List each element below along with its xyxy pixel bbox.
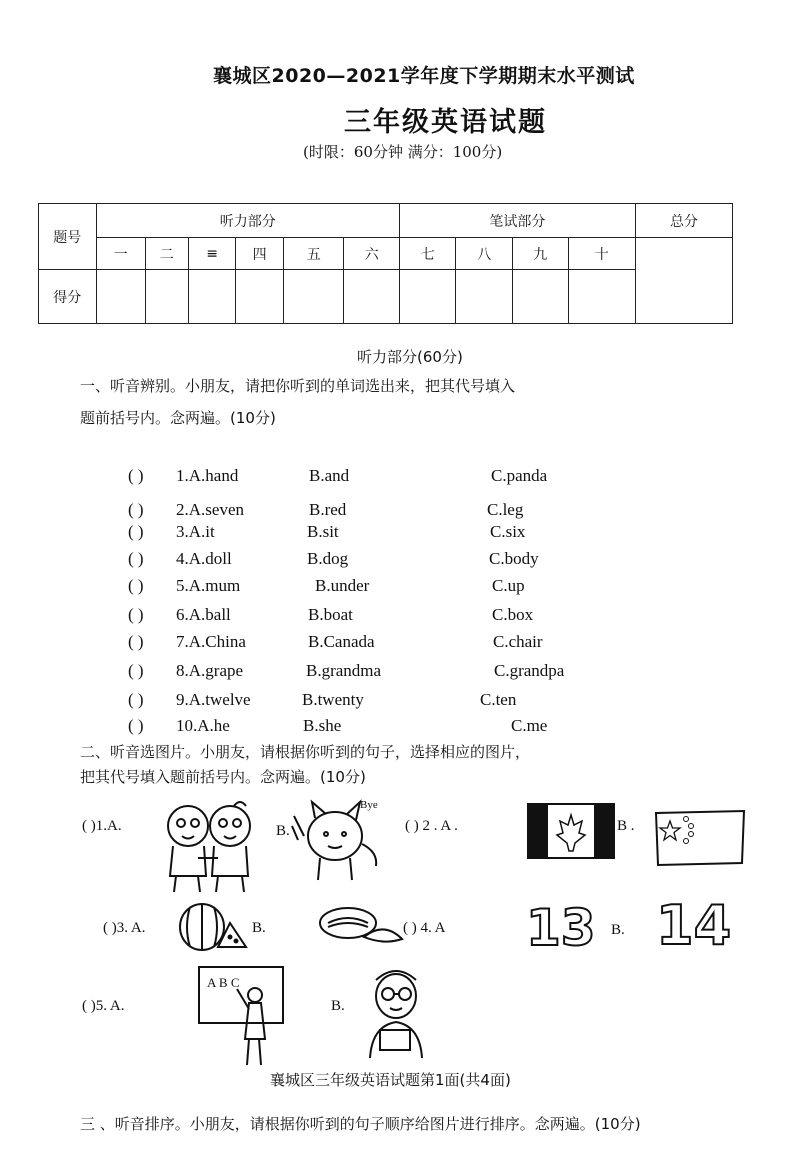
watermelon-icon	[178, 901, 250, 953]
q5-label: ( )5. A.	[82, 998, 125, 1014]
section2-instruction-line2: 把其代号填入题前括号内。念两遍。(10分)	[80, 768, 366, 786]
option-c: C.panda	[491, 466, 548, 485]
option-a: 4.A.doll	[176, 549, 232, 568]
svg-text:13: 13	[526, 899, 596, 957]
number-14-icon	[654, 890, 732, 957]
page-footer: 襄城区三年级英语试题第1面(共4面)	[270, 1071, 511, 1089]
answer-bracket[interactable]: ( )	[128, 690, 144, 709]
waving-cat-icon	[290, 796, 402, 886]
option-a: 1.A.hand	[176, 466, 239, 485]
q1-label: ( )1.A.	[82, 818, 122, 834]
score-cell[interactable]	[456, 270, 513, 324]
section2-instruction-line1: 二、听音选图片。小朋友，请根据你听到的句子，选择相应的图片，	[80, 743, 531, 761]
answer-bracket[interactable]: ( )	[128, 576, 144, 595]
melon-icon	[318, 905, 404, 947]
row-label-title: 题号	[39, 204, 97, 270]
answer-bracket[interactable]: ( )	[128, 605, 144, 624]
answer-bracket[interactable]: ( )	[128, 466, 144, 485]
option-b: B.under	[315, 576, 370, 595]
board-text: A B C	[207, 975, 240, 990]
option-b: B.Canada	[308, 632, 375, 651]
option-a: 3.A.it	[176, 522, 215, 541]
q2-b-label: B .	[617, 818, 635, 834]
score-cell[interactable]	[512, 270, 568, 324]
china-flag-icon	[654, 809, 746, 867]
option-c: C.box	[492, 605, 534, 624]
section1-instruction-line1: 一、听音辨别。小朋友，请把你听到的单词选出来，把其代号填入	[80, 377, 516, 395]
col-number: ≡	[188, 238, 236, 270]
option-a: 5.A.mum	[176, 576, 241, 595]
bye-text: Bye	[360, 799, 378, 811]
time-info: (时限：60分钟 满分：100分)	[303, 143, 503, 161]
writing-header: 笔试部分	[399, 204, 635, 238]
q4-b-label: B.	[611, 922, 625, 938]
answer-bracket[interactable]: ( )	[128, 661, 144, 680]
option-b: B.red	[309, 500, 347, 519]
option-a: 2.A.seven	[176, 500, 244, 519]
option-a: 7.A.China	[176, 632, 246, 651]
score-cell[interactable]	[236, 270, 284, 324]
number-13-icon	[524, 895, 596, 957]
col-number: 八	[456, 238, 513, 270]
option-c: C.up	[492, 576, 525, 595]
q3-label: ( )3. A.	[103, 920, 146, 936]
q5-b-label: B.	[331, 998, 345, 1014]
option-c: C.chair	[493, 632, 543, 651]
col-number: 一	[96, 238, 146, 270]
q4-label: ( ) 4. A	[403, 920, 446, 936]
score-cell[interactable]	[399, 270, 456, 324]
option-c: C.me	[511, 716, 548, 735]
option-a: 8.A.grape	[176, 661, 244, 680]
score-cell[interactable]	[96, 270, 146, 324]
option-b: B.she	[303, 716, 342, 735]
col-number: 七	[399, 238, 456, 270]
option-a: 10.A.he	[176, 716, 230, 735]
col-number: 十	[568, 238, 635, 270]
score-cell[interactable]	[568, 270, 635, 324]
option-c: C.six	[490, 522, 526, 541]
teacher-blackboard-icon	[197, 963, 287, 1069]
man-with-glasses-icon	[352, 960, 440, 1060]
option-c: C.ten	[480, 690, 517, 709]
q2-label: ( ) 2 . A .	[405, 818, 458, 834]
option-b: B.sit	[307, 522, 339, 541]
option-b: B.boat	[308, 605, 353, 624]
listening-header: 听力部分	[96, 204, 399, 238]
q1-b-label: B.	[276, 823, 290, 839]
col-number: 九	[512, 238, 568, 270]
score-cell[interactable]	[344, 270, 400, 324]
row-label-score: 得分	[39, 270, 97, 324]
total-score-cell[interactable]	[635, 238, 732, 324]
option-a: 9.A.twelve	[176, 690, 251, 709]
option-b: B.twenty	[302, 690, 364, 709]
score-cell[interactable]	[146, 270, 189, 324]
answer-bracket[interactable]: ( )	[128, 549, 144, 568]
answer-bracket[interactable]: ( )	[128, 522, 144, 541]
option-b: B.and	[309, 466, 350, 485]
score-table	[38, 203, 733, 324]
answer-bracket[interactable]: ( )	[128, 716, 144, 735]
q3-b-label: B.	[252, 920, 266, 936]
score-cell[interactable]	[188, 270, 236, 324]
listening-heading: 听力部分(60分)	[357, 348, 463, 366]
answer-bracket[interactable]: ( )	[128, 500, 144, 519]
svg-text:14: 14	[656, 894, 732, 957]
option-c: C.body	[489, 549, 539, 568]
section3-instruction: 三 、听音排序。小朋友，请根据你听到的句子顺序给图片进行排序。念两遍。(10分)	[80, 1115, 641, 1133]
option-b: B.grandma	[306, 661, 382, 680]
total-header: 总分	[635, 204, 732, 238]
option-a: 6.A.ball	[176, 605, 231, 624]
canada-flag-icon	[527, 803, 617, 861]
col-number: 四	[236, 238, 284, 270]
score-cell[interactable]	[283, 270, 343, 324]
option-c: C.grandpa	[494, 661, 565, 680]
exam-title: 襄城区2020—2021学年度下学期期末水平测试	[213, 65, 635, 87]
exam-subtitle: 三年级英语试题	[344, 107, 547, 138]
section1-instruction-line2: 题前括号内。念两遍。(10分)	[80, 409, 276, 427]
answer-bracket[interactable]: ( )	[128, 632, 144, 651]
twins-icon	[158, 796, 258, 896]
option-c: C.leg	[487, 500, 524, 519]
col-number: 六	[344, 238, 400, 270]
col-number: 五	[283, 238, 343, 270]
option-b: B.dog	[307, 549, 349, 568]
col-number: 二	[146, 238, 189, 270]
